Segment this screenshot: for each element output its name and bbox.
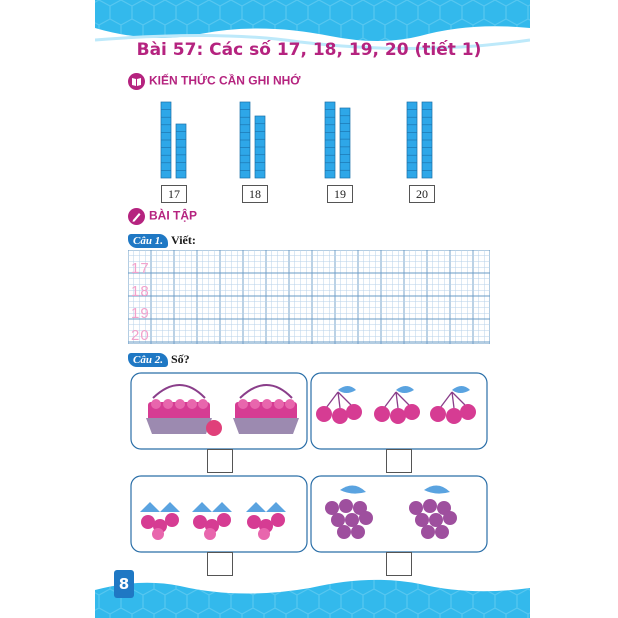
lesson-title: Bài 57: Các số 17, 18, 19, 20 (tiết 1) <box>136 40 482 60</box>
section-knowledge-label: KIẾN THỨC CẦN GHI NHỚ <box>149 73 301 88</box>
answer-box-grapes[interactable] <box>386 552 412 576</box>
panel-grapes <box>311 476 487 552</box>
panel-strawberries <box>131 476 307 552</box>
question-2-tag: Câu 2. <box>128 353 168 367</box>
answer-box-strawberries[interactable] <box>207 552 233 576</box>
question-1-text: Viết: <box>170 233 196 247</box>
answer-box-baskets[interactable] <box>207 449 233 473</box>
trace-number-20: 20 <box>131 327 150 344</box>
number-label-20: 20 <box>409 185 435 203</box>
page-number: 8 <box>114 570 134 598</box>
question-2-text: Số? <box>170 352 190 366</box>
number-label-17: 17 <box>161 185 187 203</box>
number-label-18: 18 <box>242 185 268 203</box>
answer-box-cherries[interactable] <box>386 449 412 473</box>
trace-number-19: 19 <box>131 305 150 322</box>
apple-icon <box>206 420 222 436</box>
trace-number-17: 17 <box>131 260 150 277</box>
trace-number-18: 18 <box>131 283 150 300</box>
panel-cherries <box>311 373 487 449</box>
number-label-19: 19 <box>327 185 353 203</box>
section-exercise-label: BÀI TẬP <box>149 208 197 223</box>
panel-baskets <box>131 373 307 449</box>
question-1-tag: Câu 1. <box>128 234 168 248</box>
